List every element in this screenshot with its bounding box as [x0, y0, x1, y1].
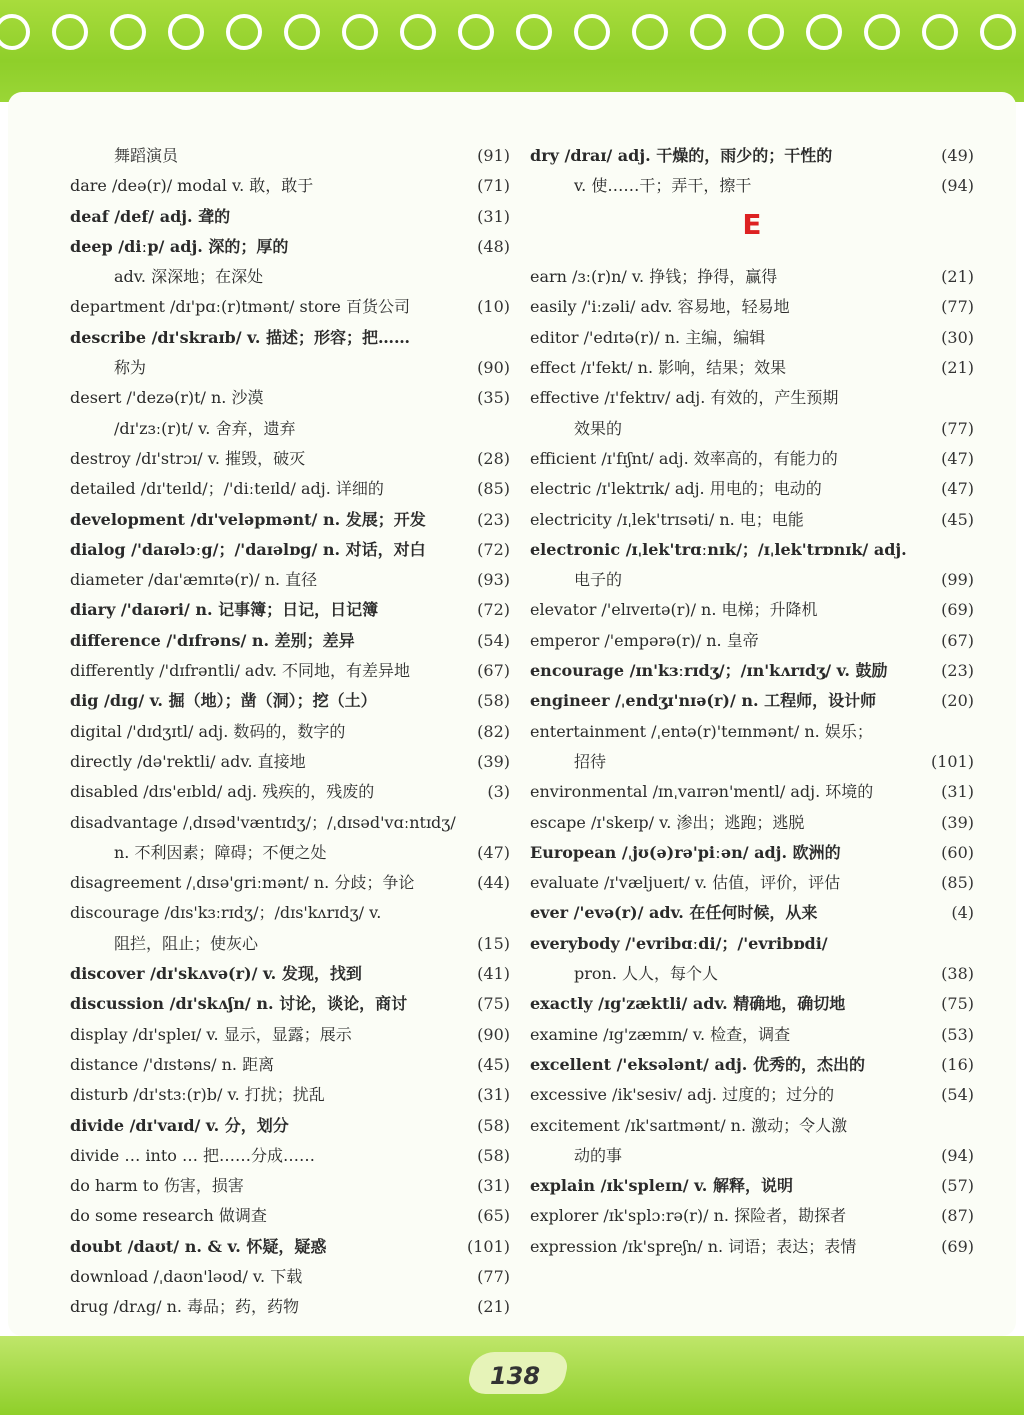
entry-text: disagreement /ˌdɪsə'griːmənt/ n. 分歧；争论 [70, 873, 415, 893]
ring-icon [54, 16, 86, 48]
entry-page-ref: (54) [941, 1085, 974, 1105]
glossary-entry [530, 474, 974, 504]
glossary-entry [530, 959, 974, 989]
glossary-entry [70, 868, 510, 898]
glossary-entry [70, 292, 510, 322]
entry-text: distance /'dɪstəns/ n. 距离 [70, 1054, 275, 1074]
ring-icon [344, 16, 376, 48]
entry-text: 阻拦，阻止；使灰心 [114, 933, 259, 953]
entry-page-ref: (21) [477, 1297, 510, 1317]
entry-page-ref: (49) [941, 146, 974, 165]
glossary-entry [530, 777, 974, 807]
entry-page-ref: (58) [477, 691, 510, 711]
glossary-entry [530, 868, 974, 898]
entry-page-ref: (31) [477, 206, 510, 226]
entry-text: E [742, 207, 762, 241]
ring-icon [170, 16, 202, 48]
entry-text: electronic /ɪˌlek'trɑːnɪk/；/ɪˌlek'trɒnɪk/ adj. [530, 539, 907, 559]
entry-text: deep /diːp/ adj. 深的；厚的 [70, 236, 289, 256]
ring-icon [0, 16, 28, 48]
entry-page-ref: (85) [941, 873, 974, 893]
entry-text: explorer /ɪk'splɔːrə(r)/ n. 探险者，勘探者 [530, 1206, 847, 1226]
entry-text: do harm to 伤害，损害 [70, 1176, 244, 1196]
entry-page-ref: (99) [941, 570, 974, 590]
glossary-entry [530, 808, 974, 838]
entry-text: exactly /ɪg'zæktli/ adv. 精确地，确切地 [530, 994, 846, 1014]
entry-text: desert /'dezə(r)t/ n. 沙漠 [70, 388, 264, 408]
ring-icon [402, 16, 434, 48]
glossary-entry [70, 1080, 510, 1110]
entry-text: explain /ɪk'spleɪn/ v. 解释，说明 [530, 1176, 793, 1196]
entry-text: dry /draɪ/ adj. 干燥的，雨少的；干性的 [530, 146, 833, 165]
glossary-entry [70, 262, 510, 292]
entry-text: display /dɪ'spleɪ/ v. 显示，显露；展示 [70, 1024, 352, 1044]
ring-icon [286, 16, 318, 48]
entry-page-ref: (44) [477, 873, 510, 893]
glossary-entry [70, 1292, 510, 1322]
glossary-entry [70, 1141, 510, 1171]
glossary-entry [70, 444, 510, 474]
entry-page-ref: (23) [477, 509, 510, 529]
entry-page-ref: (41) [477, 964, 510, 984]
glossary-entry [70, 747, 510, 777]
entry-text: difference /'dɪfrəns/ n. 差别；差异 [70, 630, 355, 650]
entry-text: /dɪ'zɜː(r)t/ v. 舍弃，遗弃 [114, 418, 296, 438]
entry-text: expression /ɪk'spreʃn/ n. 词语；表达；表情 [530, 1236, 857, 1256]
glossary-entry [70, 171, 510, 201]
glossary-entry [70, 1171, 510, 1201]
glossary-entry [70, 141, 510, 171]
entry-page-ref: (45) [941, 509, 974, 529]
glossary-entry [70, 505, 510, 535]
entry-page-ref: (31) [477, 1085, 510, 1105]
glossary-entry [70, 959, 510, 989]
glossary-entry [530, 656, 974, 686]
entry-text: 舞蹈演员 [114, 146, 179, 165]
entry-page-ref: (38) [941, 964, 974, 984]
entry-page-ref: (72) [477, 600, 510, 620]
entry-page-ref: (87) [941, 1206, 974, 1226]
entry-page-ref: (69) [941, 600, 974, 620]
left-column [70, 141, 510, 1323]
entry-text: effective /ɪ'fektɪv/ adj. 有效的，产生预期 [530, 388, 839, 408]
glossary-entry [530, 535, 974, 565]
glossary-entry [70, 1201, 510, 1231]
glossary-entry [530, 1141, 974, 1171]
ring-icon [460, 16, 492, 48]
entry-page-ref: (21) [941, 358, 974, 378]
glossary-entry [530, 292, 974, 322]
entry-page-ref: (69) [941, 1236, 974, 1256]
glossary-entry [70, 353, 510, 383]
glossary-entry [530, 898, 974, 928]
entry-page-ref: (30) [941, 327, 974, 347]
entry-text: excellent /'eksələnt/ adj. 优秀的，杰出的 [530, 1054, 865, 1074]
entry-page-ref: (90) [477, 358, 510, 378]
glossary-entry [530, 565, 974, 595]
entry-page-ref: (65) [477, 1206, 510, 1226]
section-letter [530, 202, 974, 263]
entry-page-ref: (39) [477, 751, 510, 771]
glossary-entry [530, 686, 974, 716]
ring-binder-decoration [0, 8, 1024, 56]
ring-icon [576, 16, 608, 48]
entry-page-ref: (10) [477, 297, 510, 317]
entry-text: dare /deə(r)/ modal v. 敢，敢于 [70, 176, 314, 196]
glossary-entry [530, 444, 974, 474]
entry-page-ref: (60) [941, 842, 974, 862]
entry-text: download /ˌdaʊn'ləʊd/ v. 下载 [70, 1266, 303, 1286]
glossary-entry [70, 202, 510, 232]
entry-text: excessive /ik'sesiv/ adj. 过度的；过分的 [530, 1085, 835, 1105]
glossary-entry [70, 1262, 510, 1292]
entry-text: describe /dɪ'skraɪb/ v. 描述；形容；把…… [70, 327, 410, 347]
ring-icon [982, 16, 1014, 48]
entry-text: disadvantage /ˌdɪsəd'væntɪdʒ/；/ˌdɪsəd'vɑːntɪdʒ/ [70, 812, 456, 832]
entry-text: diameter /daɪ'æmɪtə(r)/ n. 直径 [70, 570, 318, 590]
right-column [530, 141, 974, 1262]
entry-page-ref: (77) [941, 297, 974, 317]
glossary-entry [530, 383, 974, 413]
ring-icon [924, 16, 956, 48]
entry-page-ref: (47) [477, 842, 510, 862]
entry-page-ref: (101) [930, 751, 974, 771]
entry-text: environmental /ɪnˌvaɪrən'mentl/ adj. 环境的 [530, 782, 874, 802]
entry-text: adv. 深深地；在深处 [114, 267, 264, 287]
glossary-entry [70, 929, 510, 959]
glossary-entry [530, 414, 974, 444]
glossary-entry [530, 929, 974, 959]
entry-text: pron. 人人，每个人 [574, 964, 719, 984]
entry-text: elevator /'elɪveɪtə(r)/ n. 电梯；升降机 [530, 600, 818, 620]
glossary-entry [530, 1111, 974, 1141]
entry-text: dialog /'daɪəlɔːg/；/'daɪəlɒg/ n. 对话，对白 [70, 539, 426, 559]
entry-text: excitement /ɪk'saɪtmənt/ n. 激动；令人激 [530, 1115, 848, 1135]
entry-page-ref: (20) [941, 691, 974, 711]
entry-text: disabled /dɪs'eɪbld/ adj. 残疾的，残废的 [70, 782, 375, 802]
entry-text: doubt /daʊt/ n. & v. 怀疑，疑惑 [70, 1236, 327, 1256]
glossary-entry [530, 1201, 974, 1231]
entry-page-ref: (101) [466, 1236, 510, 1256]
entry-page-ref: (54) [477, 630, 510, 650]
entry-text: encourage /ɪn'kɜːrɪdʒ/；/ɪn'kʌrɪdʒ/ v. 鼓励 [530, 661, 888, 681]
entry-page-ref: (58) [477, 1145, 510, 1165]
entry-text: editor /'edɪtə(r)/ n. 主编，编辑 [530, 327, 766, 347]
glossary-entry [70, 717, 510, 747]
entry-page-ref: (67) [941, 630, 974, 650]
entry-text: drug /drʌg/ n. 毒品；药，药物 [70, 1297, 300, 1317]
glossary-entry [530, 1232, 974, 1262]
glossary-entry [70, 383, 510, 413]
entry-text: divide /dɪ'vaɪd/ v. 分，划分 [70, 1115, 289, 1135]
entry-text: differently /'dɪfrəntli/ adv. 不同地，有差异地 [70, 661, 411, 681]
entry-text: engineer /ˌendʒɪ'nɪə(r)/ n. 工程师，设计师 [530, 691, 877, 711]
glossary-entry [70, 232, 510, 262]
entry-text: 称为 [114, 358, 147, 378]
glossary-entry [70, 1232, 510, 1262]
entry-page-ref: (3) [487, 782, 510, 802]
entry-text: v. 使……干；弄干，擦干 [574, 176, 752, 196]
glossary-entry [70, 535, 510, 565]
entry-page-ref: (47) [941, 448, 974, 468]
entry-page-ref: (47) [941, 479, 974, 499]
ring-icon [750, 16, 782, 48]
entry-page-ref: (16) [941, 1054, 974, 1074]
entry-text: ever /'evə(r)/ adv. 在任何时候，从来 [530, 903, 818, 923]
glossary-entry [530, 838, 974, 868]
glossary-entry [70, 898, 510, 928]
glossary-entry [70, 565, 510, 595]
entry-text: effect /ɪ'fekt/ n. 影响，结果；效果 [530, 358, 787, 378]
entry-page-ref: (28) [477, 448, 510, 468]
entry-text: destroy /dɪ'strɔɪ/ v. 摧毁，破灭 [70, 448, 306, 468]
entry-text: easily /'iːzəli/ adv. 容易地，轻易地 [530, 297, 790, 317]
entry-page-ref: (45) [477, 1054, 510, 1074]
glossary-entry [70, 474, 510, 504]
entry-page-ref: (4) [951, 903, 974, 923]
glossary-entry [70, 777, 510, 807]
entry-text: examine /ɪg'zæmɪn/ v. 检查，调查 [530, 1024, 791, 1044]
entry-page-ref: (77) [941, 418, 974, 438]
glossary-entry [70, 686, 510, 716]
entry-text: deaf /def/ adj. 聋的 [70, 206, 231, 226]
ring-icon [112, 16, 144, 48]
glossary-entry [530, 505, 974, 535]
entry-text: department /dɪ'pɑː(r)tmənt/ store 百货公司 [70, 297, 410, 317]
entry-text: discover /dɪ'skʌvə(r)/ v. 发现，找到 [70, 964, 362, 984]
ring-icon [866, 16, 898, 48]
glossary-entry [530, 1080, 974, 1110]
entry-text: 效果的 [574, 418, 623, 438]
entry-text: electric /ɪ'lektrɪk/ adj. 用电的；电动的 [530, 479, 822, 499]
glossary-entry [70, 323, 510, 353]
glossary-entry [530, 1050, 974, 1080]
ring-icon [518, 16, 550, 48]
glossary-entry [530, 989, 974, 1019]
entry-page-ref: (72) [477, 539, 510, 559]
entry-text: diary /'daɪəri/ n. 记事簿；日记，日记簿 [70, 600, 379, 620]
glossary-entry [530, 1020, 974, 1050]
entry-text: electricity /ɪˌlek'trɪsəti/ n. 电；电能 [530, 509, 804, 529]
entry-text: discourage /dɪs'kɜːrɪdʒ/；/dɪs'kʌrɪdʒ/ v. [70, 903, 382, 923]
glossary-entry [530, 262, 974, 292]
entry-text: directly /də'rektli/ adv. 直接地 [70, 751, 306, 771]
entry-page-ref: (90) [477, 1024, 510, 1044]
glossary-entry [70, 808, 510, 838]
entry-page-ref: (94) [941, 176, 974, 196]
glossary-entry [530, 717, 974, 747]
glossary-entry [70, 1020, 510, 1050]
entry-page-ref: (23) [941, 661, 974, 681]
glossary-entry [70, 1050, 510, 1080]
entry-page-ref: (75) [477, 994, 510, 1014]
entry-text: disturb /dɪ'stɜː(r)b/ v. 打扰；扰乱 [70, 1085, 325, 1105]
glossary-entry [530, 1171, 974, 1201]
entry-text: efficient /ɪ'fɪʃnt/ adj. 效率高的，有能力的 [530, 448, 838, 468]
glossary-entry [70, 414, 510, 444]
glossary-entry [530, 595, 974, 625]
glossary-entry [530, 171, 974, 201]
entry-text: earn /ɜː(r)n/ v. 挣钱；挣得，赢得 [530, 267, 778, 287]
top-decorative-band [0, 0, 1024, 102]
entry-text: digital /'dɪdʒɪtl/ adj. 数码的，数字的 [70, 721, 346, 741]
glossary-entry [70, 1111, 510, 1141]
ring-icon [228, 16, 260, 48]
entry-text: escape /ɪ'skeɪp/ v. 渗出；逃跑；逃脱 [530, 812, 805, 832]
ring-icon [634, 16, 666, 48]
glossary-entry [70, 626, 510, 656]
entry-page-ref: (48) [477, 236, 510, 256]
ring-icon [692, 16, 724, 48]
entry-page-ref: (53) [941, 1024, 974, 1044]
entry-text: 电子的 [574, 570, 623, 590]
entry-page-ref: (71) [477, 176, 510, 196]
glossary-entry [530, 747, 974, 777]
entry-page-ref: (67) [477, 661, 510, 681]
entry-text: 招待 [574, 751, 607, 771]
entry-text: everybody /'evribɑːdi/；/'evribɒdi/ [530, 933, 828, 953]
entry-text: emperor /'empərə(r)/ n. 皇帝 [530, 630, 759, 650]
entry-text: do some research 做调查 [70, 1206, 267, 1226]
glossary-entry [70, 838, 510, 868]
entry-page-ref: (93) [477, 570, 510, 590]
entry-page-ref: (75) [941, 994, 974, 1014]
entry-page-ref: (21) [941, 267, 974, 287]
glossary-entry [530, 353, 974, 383]
page-number: 138 [489, 1362, 541, 1390]
entry-page-ref: (77) [477, 1266, 510, 1286]
entry-text: discussion /dɪ'skʌʃn/ n. 讨论，谈论，商讨 [70, 994, 408, 1014]
entry-page-ref: (57) [941, 1176, 974, 1196]
glossary-entry [530, 141, 974, 171]
glossary-entry [70, 989, 510, 1019]
entry-text: evaluate /ɪ'væljueɪt/ v. 估值，评价，评估 [530, 873, 841, 893]
entry-page-ref: (91) [477, 146, 510, 165]
entry-page-ref: (31) [477, 1176, 510, 1196]
entry-page-ref: (15) [477, 933, 510, 953]
entry-text: n. 不利因素；障碍；不便之处 [114, 842, 327, 862]
entry-page-ref: (31) [941, 782, 974, 802]
glossary-entry [70, 656, 510, 686]
entry-page-ref: (94) [941, 1145, 974, 1165]
entry-page-ref: (39) [941, 812, 974, 832]
entry-page-ref: (85) [477, 479, 510, 499]
entry-text: European /ˌjʊ(ə)rə'piːən/ adj. 欧洲的 [530, 842, 841, 862]
entry-text: divide … into … 把……分成…… [70, 1145, 316, 1165]
entry-text: 动的事 [574, 1145, 623, 1165]
ring-icon [808, 16, 840, 48]
entry-text: entertainment /ˌentə(r)'teɪnmənt/ n. 娱乐； [530, 721, 873, 741]
entry-text: dig /dɪg/ v. 掘（地）；凿（洞）；挖（土） [70, 691, 377, 711]
entry-page-ref: (35) [477, 388, 510, 408]
entry-text: development /dɪ'veləpmənt/ n. 发展；开发 [70, 509, 426, 529]
glossary-entry [70, 595, 510, 625]
entry-text: detailed /dɪ'teɪld/；/'diːteɪld/ adj. 详细的 [70, 479, 384, 499]
glossary-entry [530, 323, 974, 353]
entry-page-ref: (82) [477, 721, 510, 741]
glossary-entry [530, 626, 974, 656]
entry-page-ref: (58) [477, 1115, 510, 1135]
